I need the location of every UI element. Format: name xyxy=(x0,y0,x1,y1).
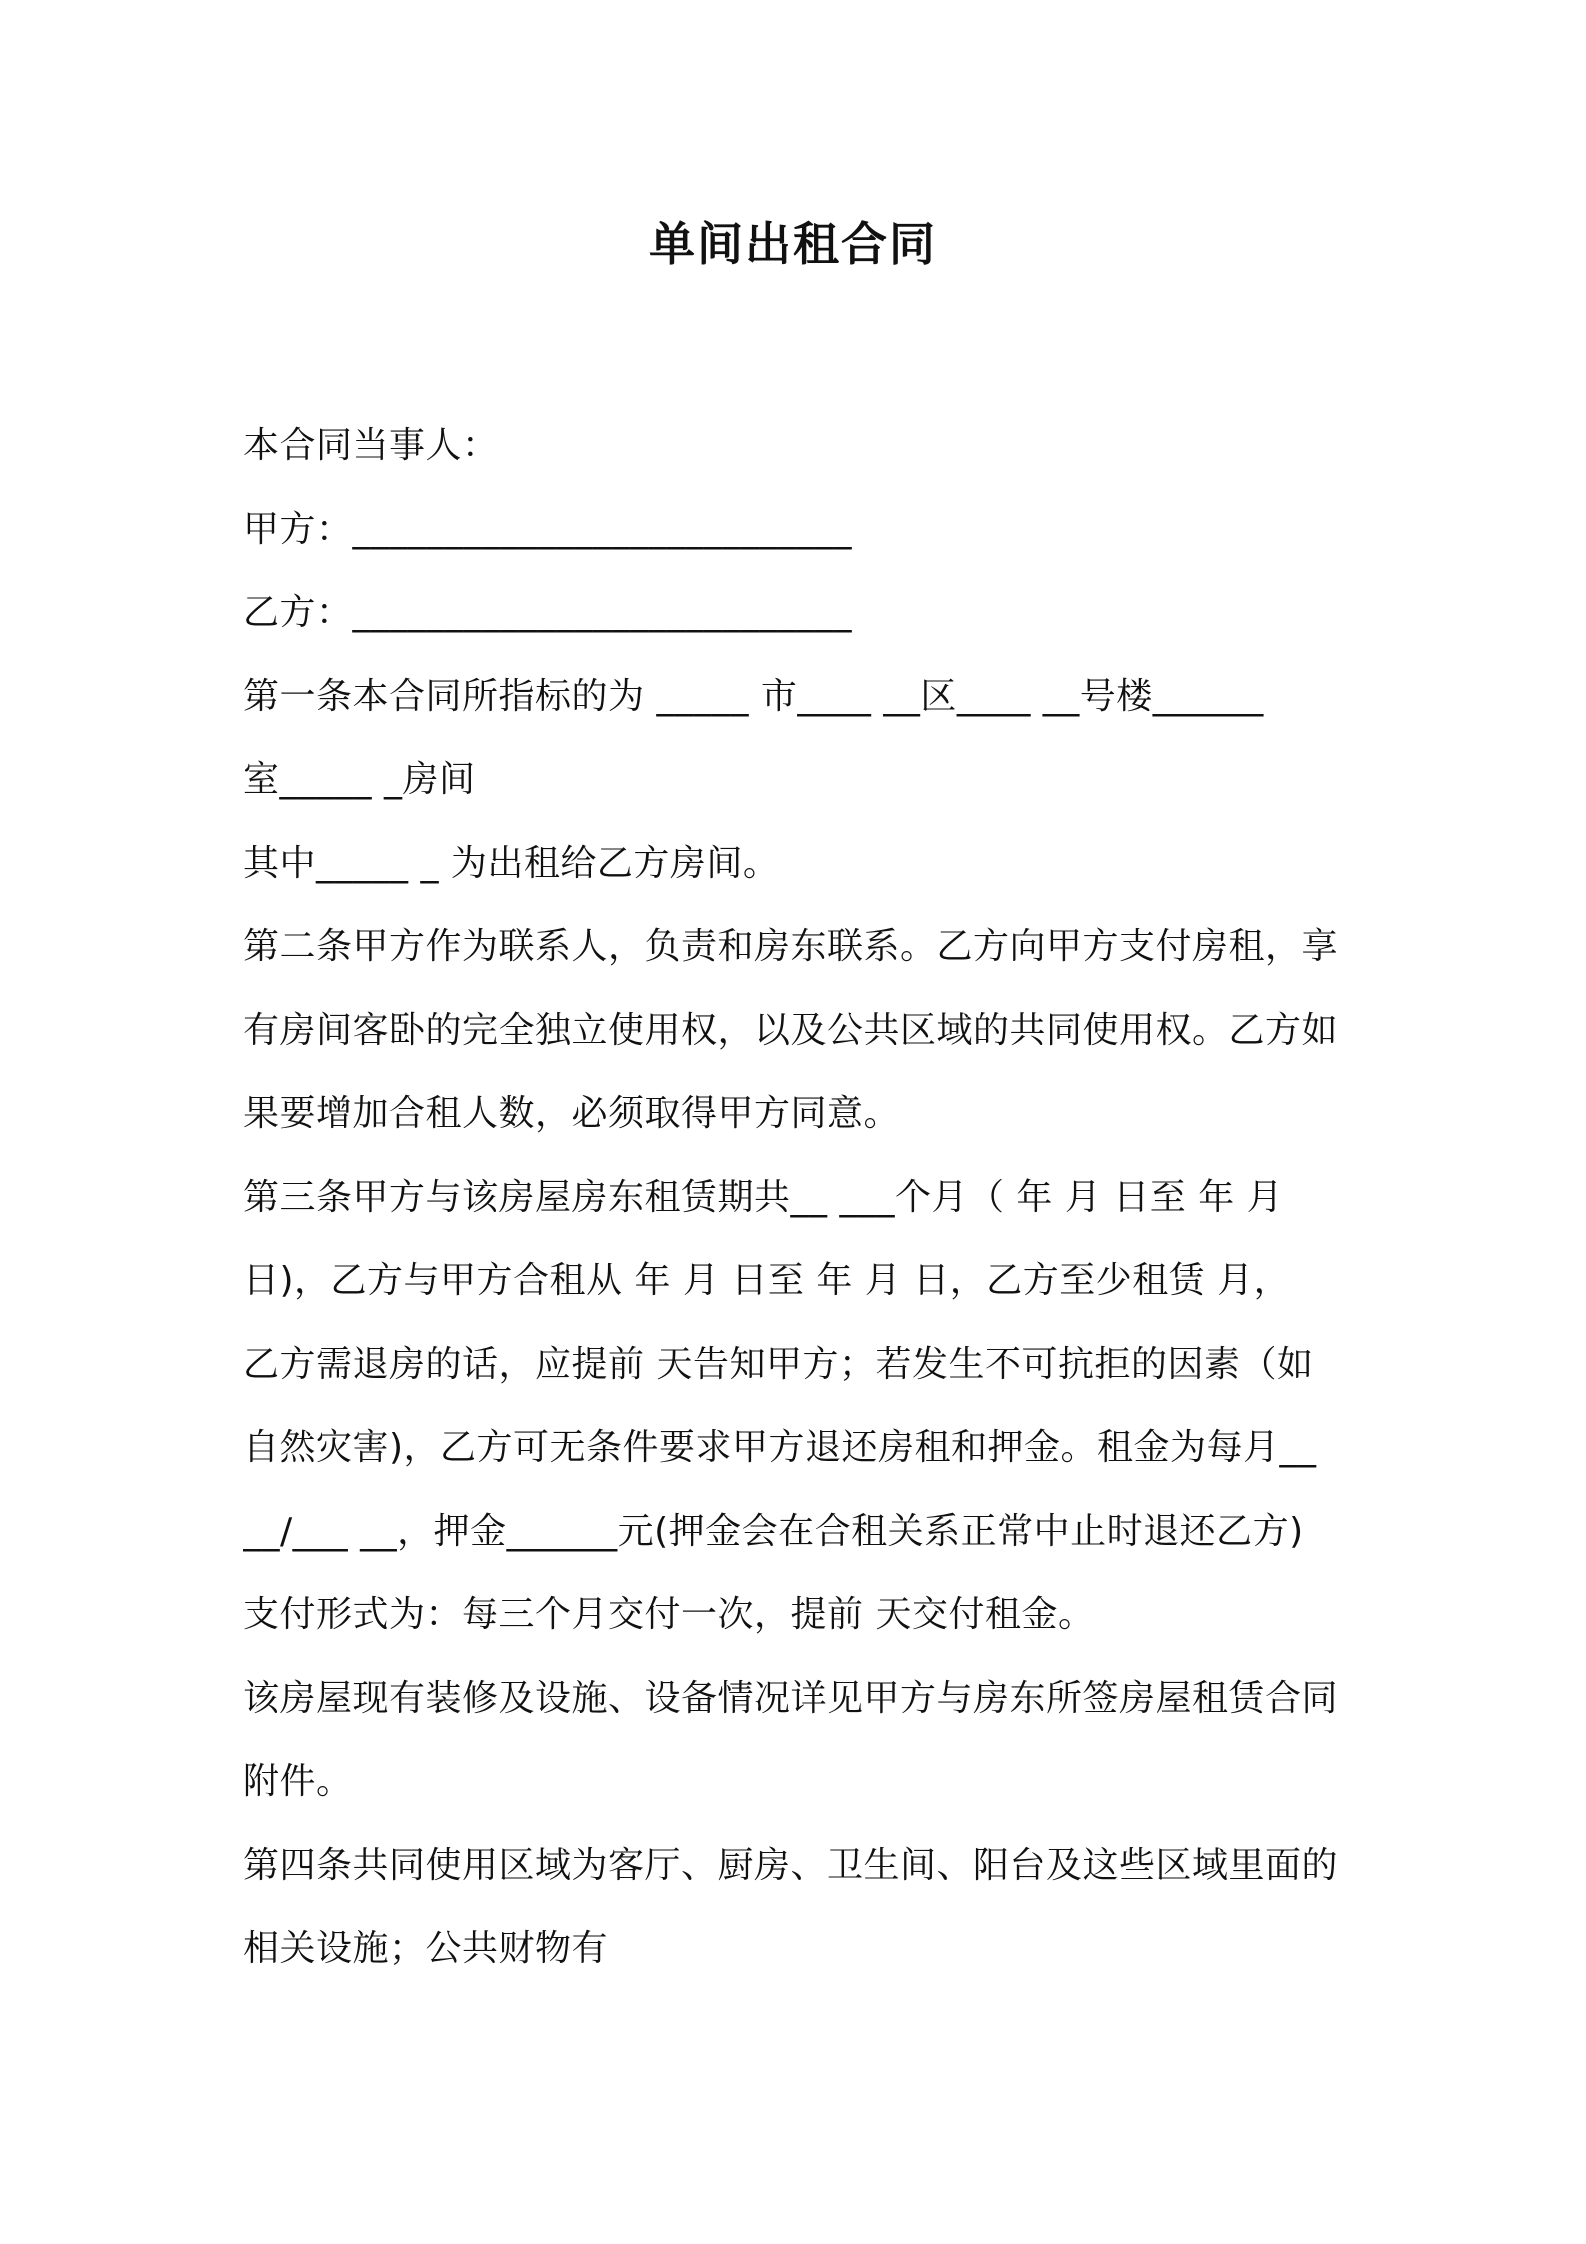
article-4-line-2: 相关设施；公共财物有 xyxy=(243,1928,609,1969)
party-heading: 本合同当事人： xyxy=(243,425,499,466)
party-b-line: 乙方：___________________________ xyxy=(243,592,853,633)
facilities-line-1: 该房屋现有装修及设施、设备情况详见甲方与房东所签房屋租赁合同 xyxy=(243,1677,1339,1719)
document-title: 单间出租合同 xyxy=(649,217,937,271)
article-3-line-5: __/___ __，押金______元(押金会在合租关系正常中止时退还乙方) xyxy=(243,1510,1304,1552)
document-body xyxy=(243,404,1353,1991)
facilities-line-2: 附件。 xyxy=(243,1761,353,1802)
article-1-line-3: 其中_____ _ 为出租给乙方房间。 xyxy=(243,842,780,884)
article-2-line-3: 果要增加合租人数，必须取得甲方同意。 xyxy=(243,1093,901,1134)
article-1-line-2: 室_____ _房间 xyxy=(243,759,476,800)
article-2-line-1: 第二条甲方作为联系人，负责和房东联系。乙方向甲方支付房租，享 xyxy=(243,926,1339,967)
article-1-line-1: 第一条本合同所指标的为 _____ 市____ __区____ __号楼______ xyxy=(243,675,1264,717)
payment-line: 支付形式为：每三个月交付一次，提前 天交付租金。 xyxy=(243,1594,1095,1635)
article-3-line-4: 自然灾害)，乙方可无条件要求甲方退还房租和押金。租金为每月__ xyxy=(243,1427,1317,1468)
article-3-line-3: 乙方需退房的话，应提前 天告知甲方；若发生不可抗拒的因素（如 xyxy=(243,1343,1314,1385)
article-3-line-2: 日)，乙方与甲方合租从 年 月 日至 年 月 日，乙方至少租赁 月， xyxy=(243,1260,1291,1301)
article-2-line-2: 有房间客卧的完全独立使用权，以及公共区域的共同使用权。乙方如 xyxy=(243,1009,1339,1051)
article-4-line-1: 第四条共同使用区域为客厅、厨房、卫生间、阳台及这些区域里面的 xyxy=(243,1844,1339,1886)
article-3-line-1: 第三条甲方与该房屋房东租赁期共__ ___个月（ 年 月 日至 年 月 xyxy=(243,1176,1284,1218)
party-a-line: 甲方：___________________________ xyxy=(243,508,853,550)
